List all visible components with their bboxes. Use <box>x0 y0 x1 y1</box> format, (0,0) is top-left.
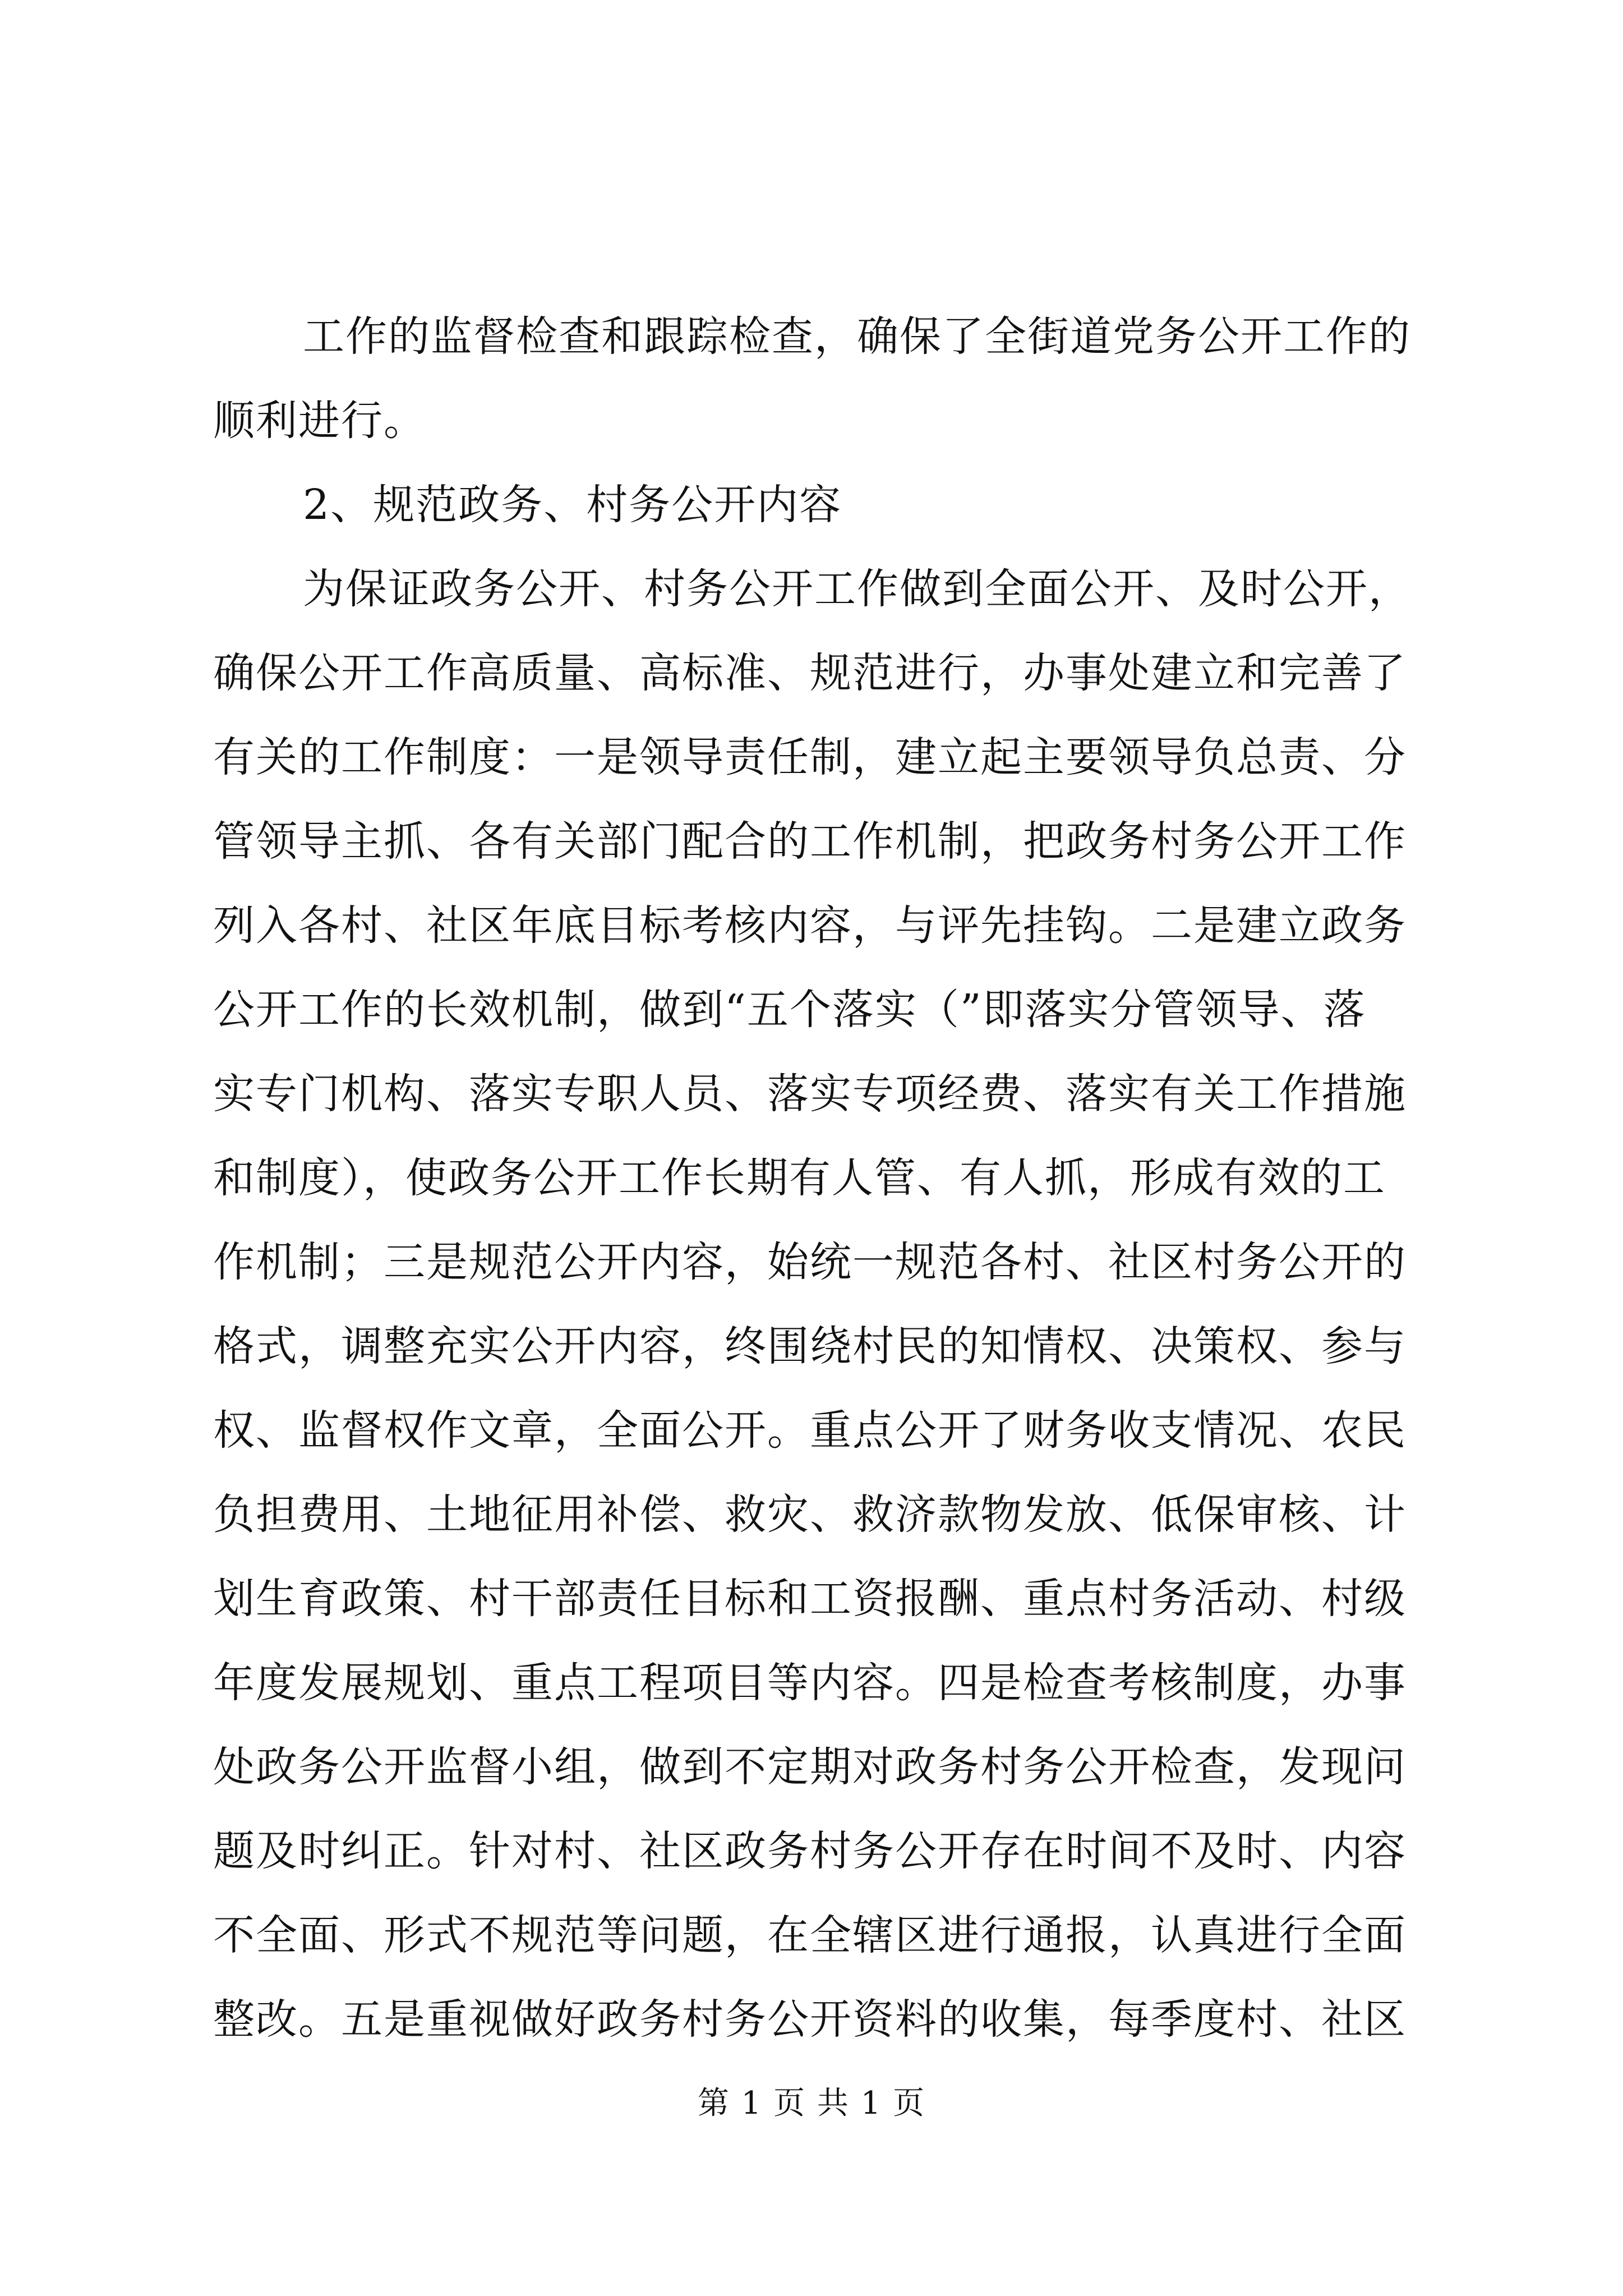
text-line: 顺利进行。 <box>213 397 426 445</box>
text-line: 有关的工作制度：一是领导责任制，建立起主要领导负总责、分 <box>213 733 1407 781</box>
text-line: 管领导主抓、各有关部门配合的工作机制，把政务村务公开工作 <box>213 817 1407 866</box>
text-line: 确保公开工作高质量、高标准、规范进行，办事处建立和完善了 <box>213 649 1407 697</box>
text-line: 不全面、形式不规范等问题，在全辖区进行通报，认真进行全面 <box>213 1911 1407 1959</box>
text-line: 和制度），使政务公开工作长期有人管、有人抓，形成有效的工 <box>213 1154 1386 1202</box>
text-line: 格式，调整充实公开内容，终围绕村民的知情权、决策权、参与 <box>213 1322 1407 1370</box>
text-line: 负担费用、土地征用补偿、救灾、救济款物发放、低保审核、计 <box>213 1490 1407 1539</box>
text-line: 整改。五是重视做好政务村务公开资料的收集，每季度村、社区 <box>213 1995 1407 2044</box>
text-line: 公开工作的长效机制，做到“五个落实（”即落实分管领导、落 <box>213 986 1366 1034</box>
section-heading: 2、规范政务、村务公开内容 <box>303 481 842 529</box>
text-line: 列入各村、社区年底目标考核内容，与评先挂钩。二是建立政务 <box>213 901 1407 950</box>
text-line: 权、监督权作文章，全面公开。重点公开了财务收支情况、农民 <box>213 1406 1407 1455</box>
text-line: 作机制；三是规范公开内容，始统一规范各村、社区村务公开的 <box>213 1238 1407 1286</box>
text-line: 处政务公开监督小组，做到不定期对政务村务公开检查，发现问 <box>213 1743 1407 1791</box>
text-line: 年度发展规划、重点工程项目等内容。四是检查考核制度，办事 <box>213 1659 1407 1707</box>
text-line: 工作的监督检查和跟踪检查，确保了全街道党务公开工作的 <box>303 312 1411 361</box>
text-line: 划生育政策、村干部责任目标和工资报酬、重点村务活动、村级 <box>213 1575 1407 1623</box>
text-line: 题及时纠正。针对村、社区政务村务公开存在时间不及时、内容 <box>213 1827 1407 1875</box>
text-line: 为保证政务公开、村务公开工作做到全面公开、及时公开， <box>303 565 1411 613</box>
page-footer: 第 1 页 共 1 页 <box>697 2085 926 2122</box>
text-line: 实专门机构、落实专职人员、落实专项经费、落实有关工作措施 <box>213 1070 1407 1118</box>
